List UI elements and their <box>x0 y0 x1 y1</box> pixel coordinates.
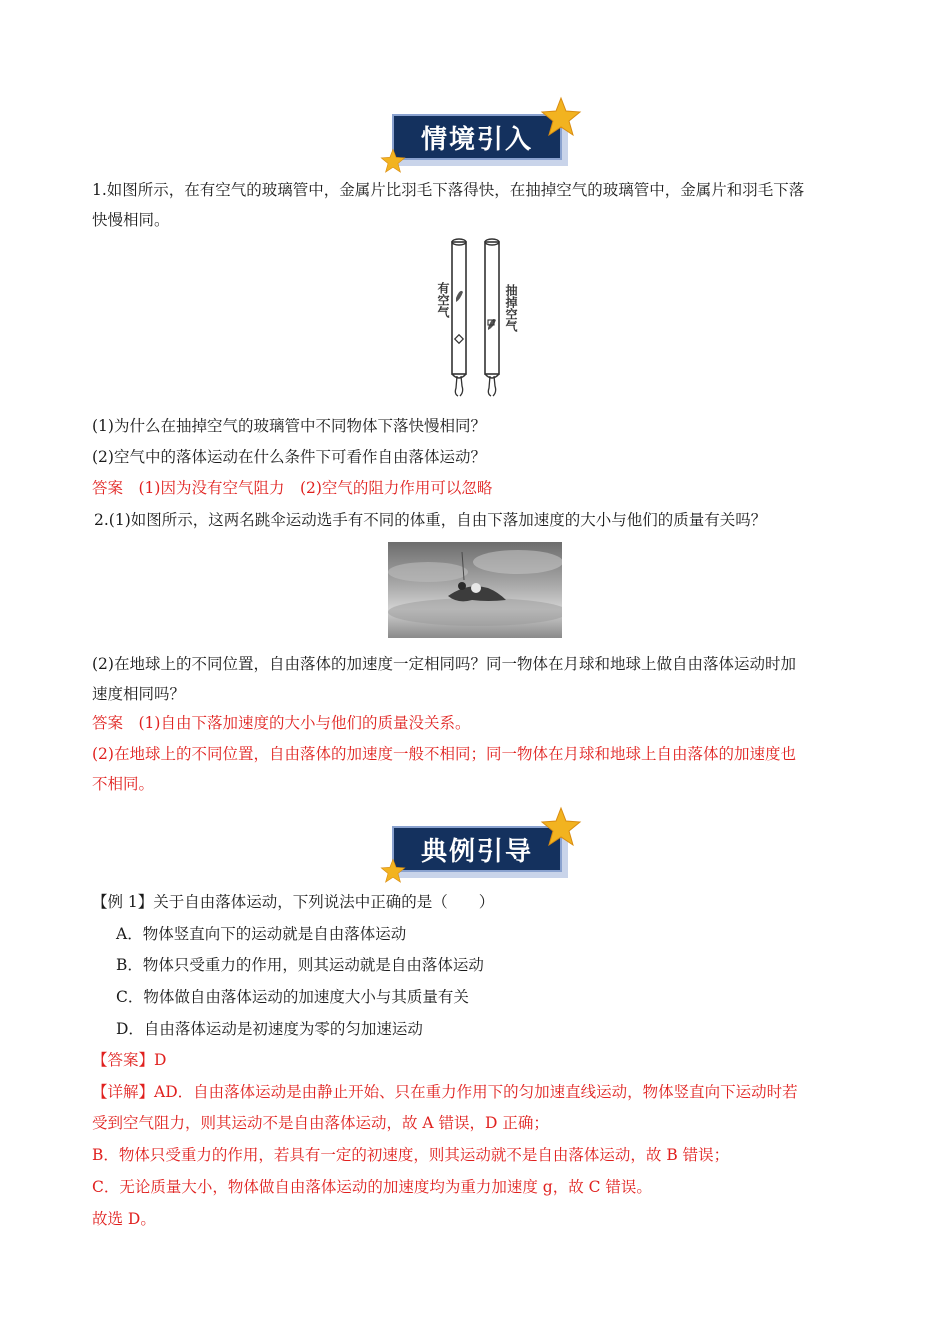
q1-text-line1: 1.如图所示，在有空气的玻璃管中，金属片比羽毛下落得快，在抽掉空气的玻璃管中，金属片和羽毛下落 <box>92 181 805 199</box>
option-b: B．物体只受重力的作用，则其运动就是自由落体运动 <box>116 956 484 974</box>
q2-sub2-line2: 速度相同吗？ <box>92 685 186 703</box>
detail-line2: 受到空气阻力，则其运动不是自由落体运动，故 A 错误，D 正确； <box>92 1114 549 1132</box>
q1-text-line2: 快慢相同。 <box>92 211 170 229</box>
option-a: A．物体竖直向下的运动就是自由落体运动 <box>116 925 407 943</box>
option-c: C．物体做自由落体运动的加速度大小与其质量有关 <box>116 988 469 1006</box>
star-icon <box>380 148 406 174</box>
q1-answer: 答案 (1)因为没有空气阻力 (2)空气的阻力作用可以忽略 <box>92 479 493 497</box>
star-icon <box>380 858 406 884</box>
banner-box <box>392 826 562 872</box>
section-title: 情境引入 <box>420 124 533 155</box>
q2-text-line1: 2.(1)如图所示，这两名跳伞运动选手有不同的体重，自由下落加速度的大小与他们的质量有关吗？ <box>94 511 767 529</box>
star-icon <box>540 96 582 138</box>
q2-answer2-line1: (2)在地球上的不同位置，自由落体的加速度一般不相同；同一物体在月球和地球上自由落体的加速度也 <box>92 745 796 763</box>
q2-answer1: 答案 (1)自由下落加速度的大小与他们的质量没关系。 <box>92 714 471 732</box>
banner-box <box>392 114 562 160</box>
star-icon <box>540 806 582 848</box>
q1-sub2: (2)空气中的落体运动在什么条件下可看作自由落体运动？ <box>92 448 486 466</box>
example-answer: 【答案】D <box>92 1051 167 1069</box>
detail-c: C．无论质量大小，物体做自由落体运动的加速度均为重力加速度 g，故 C 错误。 <box>92 1178 652 1196</box>
section-title: 典例引导 <box>420 836 533 867</box>
q1-sub1: (1)为什么在抽掉空气的玻璃管中不同物体下落快慢相同？ <box>92 417 486 435</box>
fig-right-label: 抽掉空气 <box>504 284 518 332</box>
skydiving-photo <box>388 542 562 638</box>
detail-line1: 【详解】AD．自由落体运动是由静止开始、只在重力作用下的匀加速直线运动，物体竖直向下运动时若 <box>92 1083 798 1101</box>
q2-sub2-line1: (2)在地球上的不同位置，自由落体的加速度一定相同吗？同一物体在月球和地球上做自由落体运动时加 <box>92 655 796 673</box>
fig-left-label: 有空气 <box>436 282 450 318</box>
example-question: 【例 1】关于自由落体运动，下列说法中正确的是（ ） <box>92 893 495 911</box>
detail-b: B．物体只受重力的作用，若具有一定的初速度，则其运动就不是自由落体运动，故 B 错误； <box>92 1146 730 1164</box>
q2-answer2-line2: 不相同。 <box>92 775 155 793</box>
conclusion: 故选 D。 <box>92 1210 156 1228</box>
option-d: D．自由落体运动是初速度为零的匀加速运动 <box>116 1020 423 1038</box>
